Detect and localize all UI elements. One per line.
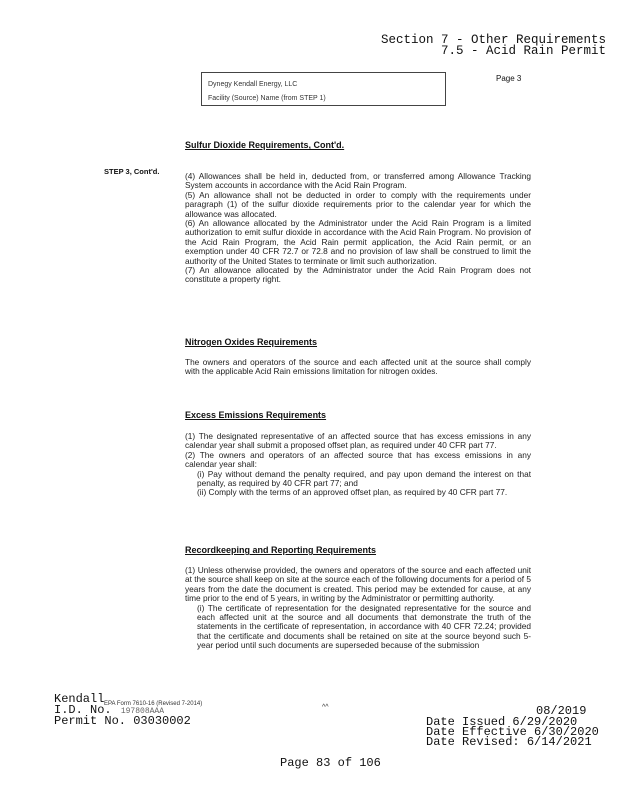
sulfur-title: Sulfur Dioxide Requirements, Cont'd. [185,140,345,150]
excess-p3: (i) Pay without demand the penalty required, and pay upon demand the interest on that penalty, as required by 40 CFR part 77; and [197,468,531,489]
excess-p1: (1) The designated representative of an affected source that has excess emissions in any calendar year shall submit a proposed offset plan, as required under 40 CFR part 77. [185,431,531,451]
sulfur-p4: (7) An allowance allocated by the Administrator under the Acid Rain Program does not constitute a property right. [185,265,531,285]
footer-date-revised [426,735,592,749]
form-page-label: Page 3 [496,74,522,83]
footer-permit-value: 03030002 [133,714,191,728]
page-prefix: Page [280,756,309,770]
footer-permit [54,714,191,728]
excess-p2: (2) The owners and operators of an affected source that has excess emissions in any calendar year shall: [185,449,531,470]
nitrogen-title: Nitrogen Oxides Requirements [185,337,318,347]
records-p2: (i) The certificate of representation for the designated representative for the source and each affected unit at the source and all documents that demonstrate the truth of the statements in the certificate of representation, in accordance with 40 CFR 72.24; provided that the certificate and documents shall be retained on site at the source beyond such 5-year period until such documents are superseded because of the submission [197,602,531,651]
date-effective-label: Date Effective [426,725,527,739]
footer-permit-label: Permit No. [54,714,127,728]
page-total: 106 [359,756,381,770]
records-title: Recordkeeping and Reporting Requirements [185,545,377,555]
footer-facility: Kendall [54,692,105,706]
excess-p4: (ii) Comply with the terms of an approved offset plan, as required by 40 CFR part 77. [197,487,508,498]
nitrogen-p1: The owners and operators of the source and each affected unit at the source shall comply with the applicable Acid Rain emissions limitation for nitrogen oxides. [185,357,531,377]
date-revised-value: 6/14/2021 [526,735,592,749]
sulfur-p1: (4) Allowances shall be held in, deducted from, or transferred among Allowance Tracking System accounts in accordance with the Acid Rain Program. [185,171,531,191]
footer-id-value: 197808AAA [120,707,165,716]
excess-title: Excess Emissions Requirements [185,410,327,420]
form-id: EPA Form 7610-16 (Revised 7-2014) [104,701,203,707]
form-mark: ^^ [322,704,329,711]
facility-box [201,72,446,106]
date-revised-label: Date Revised: [426,735,520,749]
step-label: STEP 3, Cont'd. [104,167,160,176]
date-effective-value: 6/30/2020 [534,725,599,739]
company-name: Dynegy Kendall Energy, LLC [208,81,298,88]
page-counter [280,756,381,770]
sulfur-p3: (6) An allowance allocated by the Administrator under the Acid Rain Program is a limited authorization to emit sulfur dioxide in accordance with the Acid Rain Program. No provision of the Acid Rain Program, the Acid Rain permit application, the Acid Rain permit, or an exemption under 40 CFR 72.7 or 72.8 and no provision of law shall be construed to limit the authority of the United States to terminate or limit such authorization. [185,218,531,266]
date-issued-label: Date Issued [426,715,506,729]
sulfur-p2: (5) An allowance shall not be deducted in order to comply with the requirements under paragraph (1) of the sulfur dioxide requirements prior to the calendar year for which the allowance was allocated. [185,189,531,219]
footer-id-label: I.D. No. [54,703,112,717]
nitrogen-body [185,358,531,377]
section-title: Section 7 - Other Requirements [380,33,606,47]
excess-body [185,432,531,498]
footer-date-received: 08/2019 [536,704,587,718]
records-p1: (1) Unless otherwise provided, the owners and operators of the source and each affected unit at the source shall keep on site at the source each of the following documents for a period of 5 years from the date the document is created. This period may be extended for cause, at any time prior to the end of 5 years, in writing by the Administrator or permitting authority. [185,565,531,604]
subsection-title: 7.5 - Acid Rain Permit [440,44,606,58]
date-issued-value: 6/29/2020 [512,715,578,729]
facility-label: Facility (Source) Name (from STEP 1) [208,95,326,102]
page-of: of [337,756,353,770]
records-body [185,566,531,651]
sulfur-body [185,172,531,285]
page-number: 83 [316,756,331,770]
